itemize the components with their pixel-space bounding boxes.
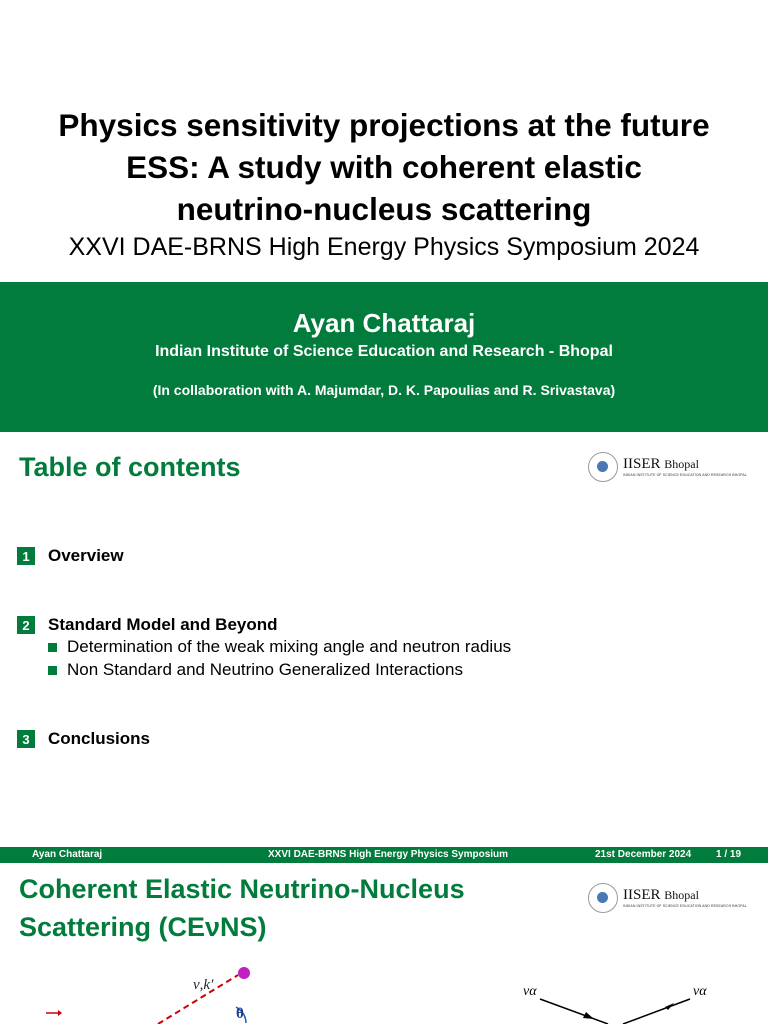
presentation-subtitle: XXVI DAE-BRNS High Energy Physics Symposium 2024 bbox=[68, 233, 700, 261]
title-line-3: neutrino-nucleus scattering bbox=[176, 191, 592, 227]
slide-footer bbox=[0, 847, 768, 863]
title-line-2: ESS: A study with coherent elastic bbox=[126, 149, 642, 185]
title-block bbox=[0, 104, 768, 264]
logo-sub-text: INDIAN INSTITUTE OF SCIENCE EDUCATION AND RESEARCH BHOPAL bbox=[623, 903, 747, 908]
logo-main-text-2: Bhopal bbox=[664, 456, 699, 471]
logo-main-text: IISER bbox=[623, 455, 661, 472]
iiser-seal-icon bbox=[588, 452, 618, 482]
neutrino-label: ν,k′ bbox=[193, 977, 214, 993]
footer-date: 21st December 2024 bbox=[595, 849, 692, 860]
scattering-diagram bbox=[0, 955, 768, 1024]
toc-subitem-nsi[interactable] bbox=[48, 660, 463, 680]
iiser-logo-2 bbox=[588, 883, 747, 913]
title-line-1: Physics sensitivity projections at the future bbox=[58, 107, 710, 143]
author-band bbox=[0, 282, 768, 432]
logo-sub-text: INDIAN INSTITUTE OF SCIENCE EDUCATION AND RESEARCH BHOPAL bbox=[623, 472, 747, 477]
collaboration-note: (In collaboration with A. Majumdar, D. K. Papoulias and R. Srivastava) bbox=[152, 382, 616, 398]
author-name: Ayan Chattaraj bbox=[292, 308, 476, 338]
arrow-head-icon bbox=[58, 1010, 62, 1016]
next-slide-heading bbox=[19, 870, 465, 946]
heading-line-1: Coherent Elastic Neutrino-Nucleus bbox=[19, 874, 465, 904]
toc-number: 2 bbox=[17, 616, 35, 634]
footer-event: XXVI DAE-BRNS High Energy Physics Symposium bbox=[268, 849, 509, 860]
heading-line-2: Scattering (CEνNS) bbox=[19, 912, 267, 942]
nu-alpha-in-label: να bbox=[523, 984, 537, 999]
angle-label: θ bbox=[236, 1006, 244, 1022]
iiser-seal-icon bbox=[588, 883, 618, 913]
toc-subitem-label: Determination of the weak mixing angle and neutron radius bbox=[67, 637, 512, 656]
toc-subitem-weak-mixing[interactable] bbox=[48, 637, 511, 657]
iiser-logo bbox=[588, 452, 747, 482]
nu-alpha-out-label: να bbox=[693, 984, 707, 999]
toc-label: Overview bbox=[48, 546, 124, 565]
fermion-arrow-in-icon bbox=[583, 1012, 594, 1019]
footer-page: 1 / 19 bbox=[716, 849, 742, 860]
toc-label: Conclusions bbox=[48, 729, 151, 748]
fermion-arrow-out-icon bbox=[665, 1003, 674, 1010]
footer-author: Ayan Chattaraj bbox=[32, 849, 103, 860]
bullet-icon bbox=[48, 643, 57, 652]
scattered-particle-icon bbox=[238, 967, 250, 979]
bullet-icon bbox=[48, 666, 57, 675]
toc-item-standard-model[interactable] bbox=[17, 615, 278, 635]
incoming-fermion-line bbox=[540, 999, 608, 1024]
logo-main-text-2: Bhopal bbox=[664, 887, 699, 902]
toc-item-conclusions[interactable] bbox=[17, 729, 150, 749]
logo-main-text: IISER bbox=[623, 886, 661, 903]
toc-heading: Table of contents bbox=[19, 452, 241, 482]
toc-item-overview[interactable] bbox=[17, 546, 124, 566]
author-institute: Indian Institute of Science Education and Research - Bhopal bbox=[155, 343, 613, 360]
presentation-title bbox=[0, 104, 768, 230]
toc-subitem-label: Non Standard and Neutrino Generalized Interactions bbox=[67, 660, 463, 679]
toc-number: 3 bbox=[17, 730, 35, 748]
toc-number: 1 bbox=[17, 547, 35, 565]
toc-label: Standard Model and Beyond bbox=[48, 615, 278, 634]
outgoing-fermion-line bbox=[623, 999, 690, 1024]
